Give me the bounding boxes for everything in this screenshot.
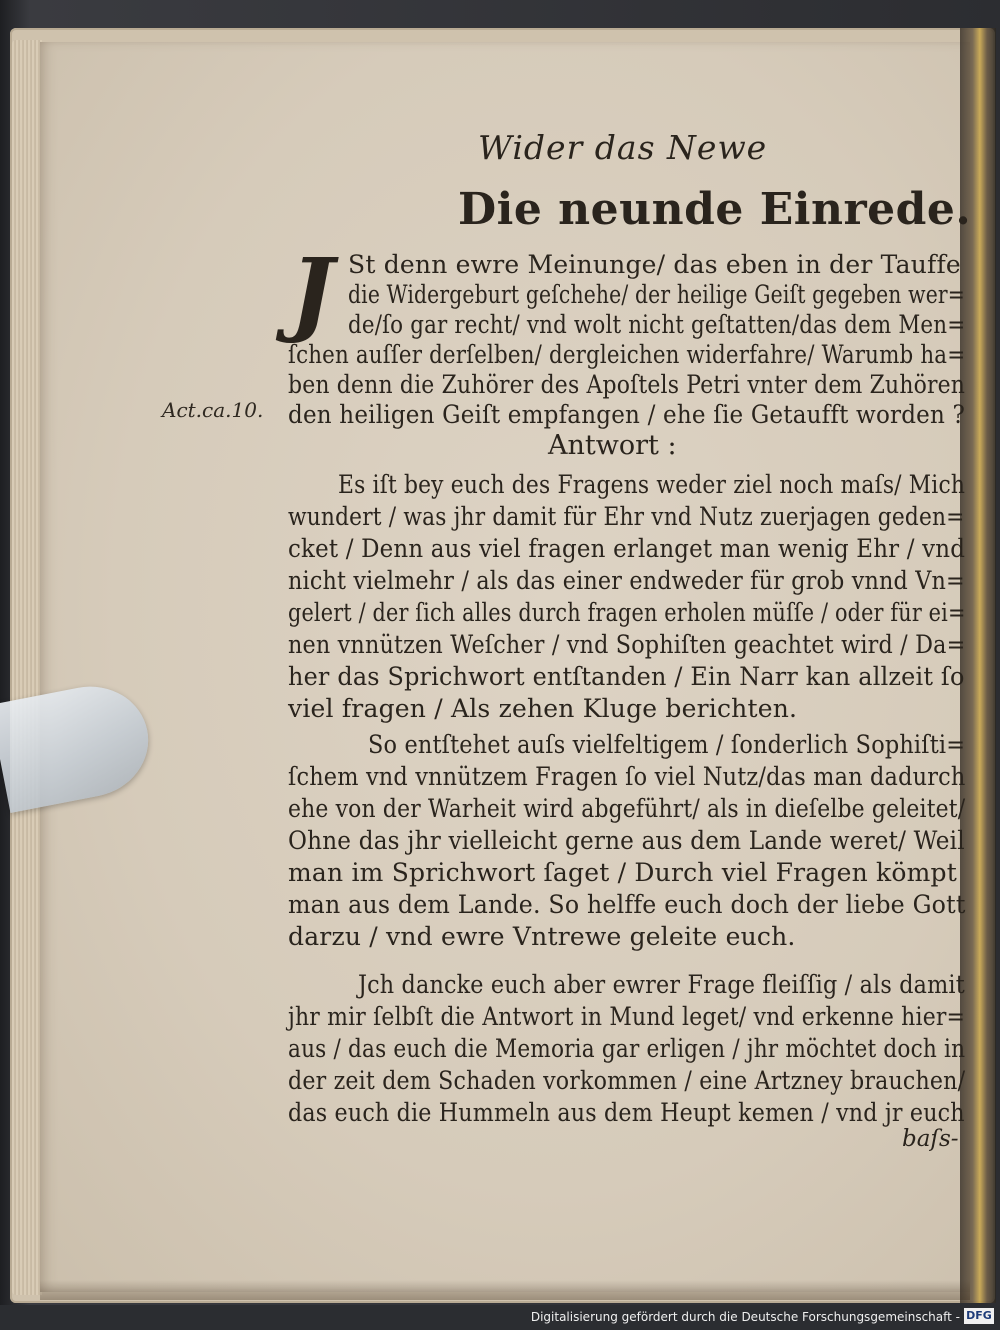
text-line: die Widergeburt geſchehe/ der heilige Geiſt gegeben wer= <box>348 280 965 309</box>
text-line: ſchen auſſer derſelben/ dergleichen widerfahre/ Warumb ha= <box>288 340 966 369</box>
catchword: baſs- <box>902 1126 959 1152</box>
text-line: aus / das euch die Memoria gar erligen / jhr möchtet doch in <box>288 1034 966 1063</box>
page-shadow <box>40 1280 970 1300</box>
text-line: wundert / was jhr damit für Ehr vnd Nutz zuerjagen geden= <box>288 502 965 531</box>
text-line: den heiligen Geiſt empfangen / ehe ſie Getaufft worden ? <box>288 400 966 429</box>
text-line: ehe von der Warheit wird abgeführt/ als in dieſelbe geleitet/ <box>288 794 966 823</box>
text-line: man im Sprichwort ſaget / Durch viel Fragen kömpt <box>288 858 958 887</box>
drop-cap: J <box>290 238 334 346</box>
text-line: gelert / der ſich alles durch fragen erholen müſſe / oder für ei= <box>288 598 966 627</box>
text-line: man aus dem Lande. So helffe euch doch der liebe Gott <box>288 890 966 919</box>
text-line: her das Sprichwort entſtanden / Ein Narr kan allzeit ſo <box>288 662 965 691</box>
running-head: Wider das Newe <box>478 128 768 167</box>
text-line: Jch dancke euch aber ewrer Frage fleiſſig / als damit <box>358 970 965 999</box>
text-line: das euch die Hummeln aus dem Heupt kemen / vnd jr euch <box>288 1098 965 1127</box>
margin-note: Act.ca.10. <box>162 398 264 422</box>
answer-heading: Antwort : <box>548 430 677 461</box>
text-line: ſchem vnd vnnützem Fragen ſo viel Nutz/das man dadurch <box>288 762 966 791</box>
text-line: darzu / vnd ewre Vntrewe geleite euch. <box>288 922 796 951</box>
dfg-logo: DFG <box>964 1308 994 1324</box>
funding-credit: Digitalisierung gefördert durch die Deutsche Forschungsgemeinschaft - <box>530 1310 960 1324</box>
page-edges <box>12 40 42 1295</box>
text-line: de/ſo gar recht/ vnd wolt nicht geſtatten/das dem Men= <box>348 310 966 339</box>
text-line: jhr mir ſelbſt die Antwort in Mund leget/ vnd erkenne hier= <box>288 1002 966 1031</box>
text-line: der zeit dem Schaden vorkommen / eine Artzney brauchen/ <box>288 1066 966 1095</box>
text-line: Es iſt bey euch des Fragens weder ziel noch maſs/ Mich <box>338 470 966 499</box>
text-line: Ohne das jhr vielleicht gerne aus dem Lande weret/ Weil <box>288 826 965 855</box>
text-line: nicht vielmehr / als das einer endweder für grob vnnd Vn= <box>288 566 965 595</box>
text-line: viel fragen / Als zehen Kluge berichten. <box>288 694 798 723</box>
text-line: ben denn die Zuhörer des Apoſtels Petri vnter dem Zuhören <box>288 370 966 399</box>
chapter-title: Die neunde Einrede. <box>458 184 972 235</box>
text-line: St denn ewre Meinunge/ das eben in der Tauffe <box>348 250 961 279</box>
text-line: cket / Denn aus viel fragen erlanget man wenig Ehr / vnd <box>288 534 966 563</box>
text-line: nen vnnützen Weſcher / vnd Sophiſten geachtet wird / Da= <box>288 630 966 659</box>
text-line: So entſtehet auſs vielfeltigem / ſonderlich Sophiſti= <box>368 730 966 759</box>
